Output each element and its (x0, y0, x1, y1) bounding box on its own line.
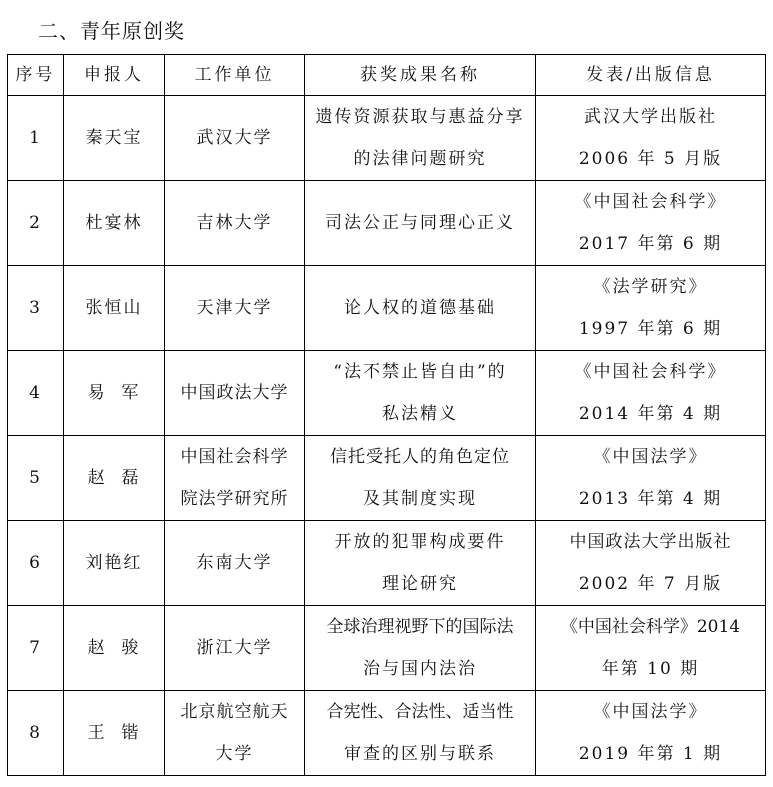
work-unit-line: 中国社会科学 (180, 447, 289, 467)
table-row (8, 351, 766, 436)
header-index: 序号 (8, 55, 64, 96)
work-title-line: 审查的区别与联系 (344, 744, 496, 764)
row-index: 8 (8, 691, 64, 776)
row-index: 4 (8, 351, 64, 436)
header-applicant: 申报人 (64, 55, 165, 96)
work-title (305, 606, 536, 691)
publication-line: 《中国社会科学》2014 (560, 617, 741, 637)
header-row (8, 55, 766, 96)
publication-line: 2006 年 5 月版 (578, 149, 723, 169)
work-unit (165, 436, 305, 521)
work-title-line: 治与国内法治 (363, 659, 477, 679)
work-title-line: 理论研究 (382, 574, 458, 594)
work-unit (165, 266, 305, 351)
work-unit-line: 浙江大学 (196, 638, 273, 658)
publication-line: 中国政法大学出版社 (569, 532, 732, 552)
publication-line: 武汉大学出版社 (584, 107, 717, 127)
work-title (305, 351, 536, 436)
row-index: 5 (8, 436, 64, 521)
table-row (8, 181, 766, 266)
work-title (305, 691, 536, 776)
publication-line: 1997 年第 6 期 (578, 319, 723, 339)
row-index: 3 (8, 266, 64, 351)
row-index: 7 (8, 606, 64, 691)
work-title (305, 436, 536, 521)
work-unit (165, 691, 305, 776)
work-unit-line: 北京航空航天 (180, 702, 289, 722)
work-title-line: 合宪性、合法性、适当性 (326, 702, 514, 722)
publication-info (536, 351, 766, 436)
applicant-name: 张恒山 (64, 266, 165, 351)
work-title-line: 论人权的道德基础 (344, 298, 496, 318)
work-unit-line: 中国政法大学 (180, 383, 289, 403)
applicant-name: 秦天宝 (64, 96, 165, 181)
row-index: 2 (8, 181, 64, 266)
work-title-line: 的法律问题研究 (353, 149, 487, 169)
applicant-name: 杜宴林 (64, 181, 165, 266)
publication-line: 2014 年第 4 期 (578, 404, 723, 424)
applicant-name: 易 军 (64, 351, 165, 436)
applicant-name: 王 锴 (64, 691, 165, 776)
work-title (305, 266, 536, 351)
table-row (8, 606, 766, 691)
publication-line: 《中国法学》 (593, 702, 708, 722)
header-unit: 工作单位 (165, 55, 305, 96)
work-unit (165, 181, 305, 266)
publication-info (536, 521, 766, 606)
publication-line: 2019 年第 1 期 (578, 744, 723, 764)
publication-line: 《法学研究》 (593, 277, 708, 297)
publication-info (536, 691, 766, 776)
work-unit-line: 院法学研究所 (180, 489, 289, 509)
row-index: 1 (8, 96, 64, 181)
row-index: 6 (8, 521, 64, 606)
publication-line: 《中国社会科学》 (574, 192, 727, 212)
table-row (8, 96, 766, 181)
publication-info (536, 96, 766, 181)
work-title (305, 181, 536, 266)
award-table (7, 54, 766, 776)
applicant-name: 赵 骏 (64, 606, 165, 691)
publication-line: 2017 年第 6 期 (578, 234, 723, 254)
table-body (8, 96, 766, 776)
section-title: 二、青年原创奖 (38, 19, 185, 43)
work-title-line: 及其制度实现 (363, 489, 477, 509)
work-title-line: 司法公正与同理心正义 (325, 213, 515, 233)
work-unit-line: 大学 (215, 744, 254, 764)
table-row (8, 521, 766, 606)
work-unit-line: 东南大学 (196, 553, 273, 573)
publication-line: 年第 10 期 (601, 659, 700, 679)
work-title (305, 521, 536, 606)
table-header (8, 55, 766, 96)
publication-info (536, 181, 766, 266)
publication-line: 《中国法学》 (593, 447, 708, 467)
work-unit (165, 606, 305, 691)
table-row (8, 436, 766, 521)
work-title (305, 96, 536, 181)
work-unit-line: 天津大学 (196, 298, 273, 318)
work-title-line: 全球治理视野下的国际法 (326, 617, 514, 637)
table-row (8, 691, 766, 776)
header-work: 获奖成果名称 (305, 55, 536, 96)
work-unit-line: 武汉大学 (196, 128, 273, 148)
publication-info (536, 606, 766, 691)
table-row (8, 266, 766, 351)
publication-line: 2013 年第 4 期 (578, 489, 723, 509)
work-unit (165, 96, 305, 181)
publication-line: 2002 年 7 月版 (578, 574, 723, 594)
work-unit (165, 521, 305, 606)
publication-info (536, 436, 766, 521)
applicant-name: 刘艳红 (64, 521, 165, 606)
work-title-line: 遗传资源获取与惠益分享 (315, 107, 525, 127)
publication-line: 《中国社会科学》 (574, 362, 727, 382)
header-publication: 发表/出版信息 (536, 55, 766, 96)
work-title-line: 开放的犯罪构成要件 (334, 532, 506, 552)
work-title-line: “法不禁止皆自由”的 (333, 362, 507, 382)
work-unit (165, 351, 305, 436)
applicant-name: 赵 磊 (64, 436, 165, 521)
work-title-line: 信托受托人的角色定位 (330, 447, 510, 467)
publication-info (536, 266, 766, 351)
work-title-line: 私法精义 (382, 404, 458, 424)
work-unit-line: 吉林大学 (196, 213, 273, 233)
